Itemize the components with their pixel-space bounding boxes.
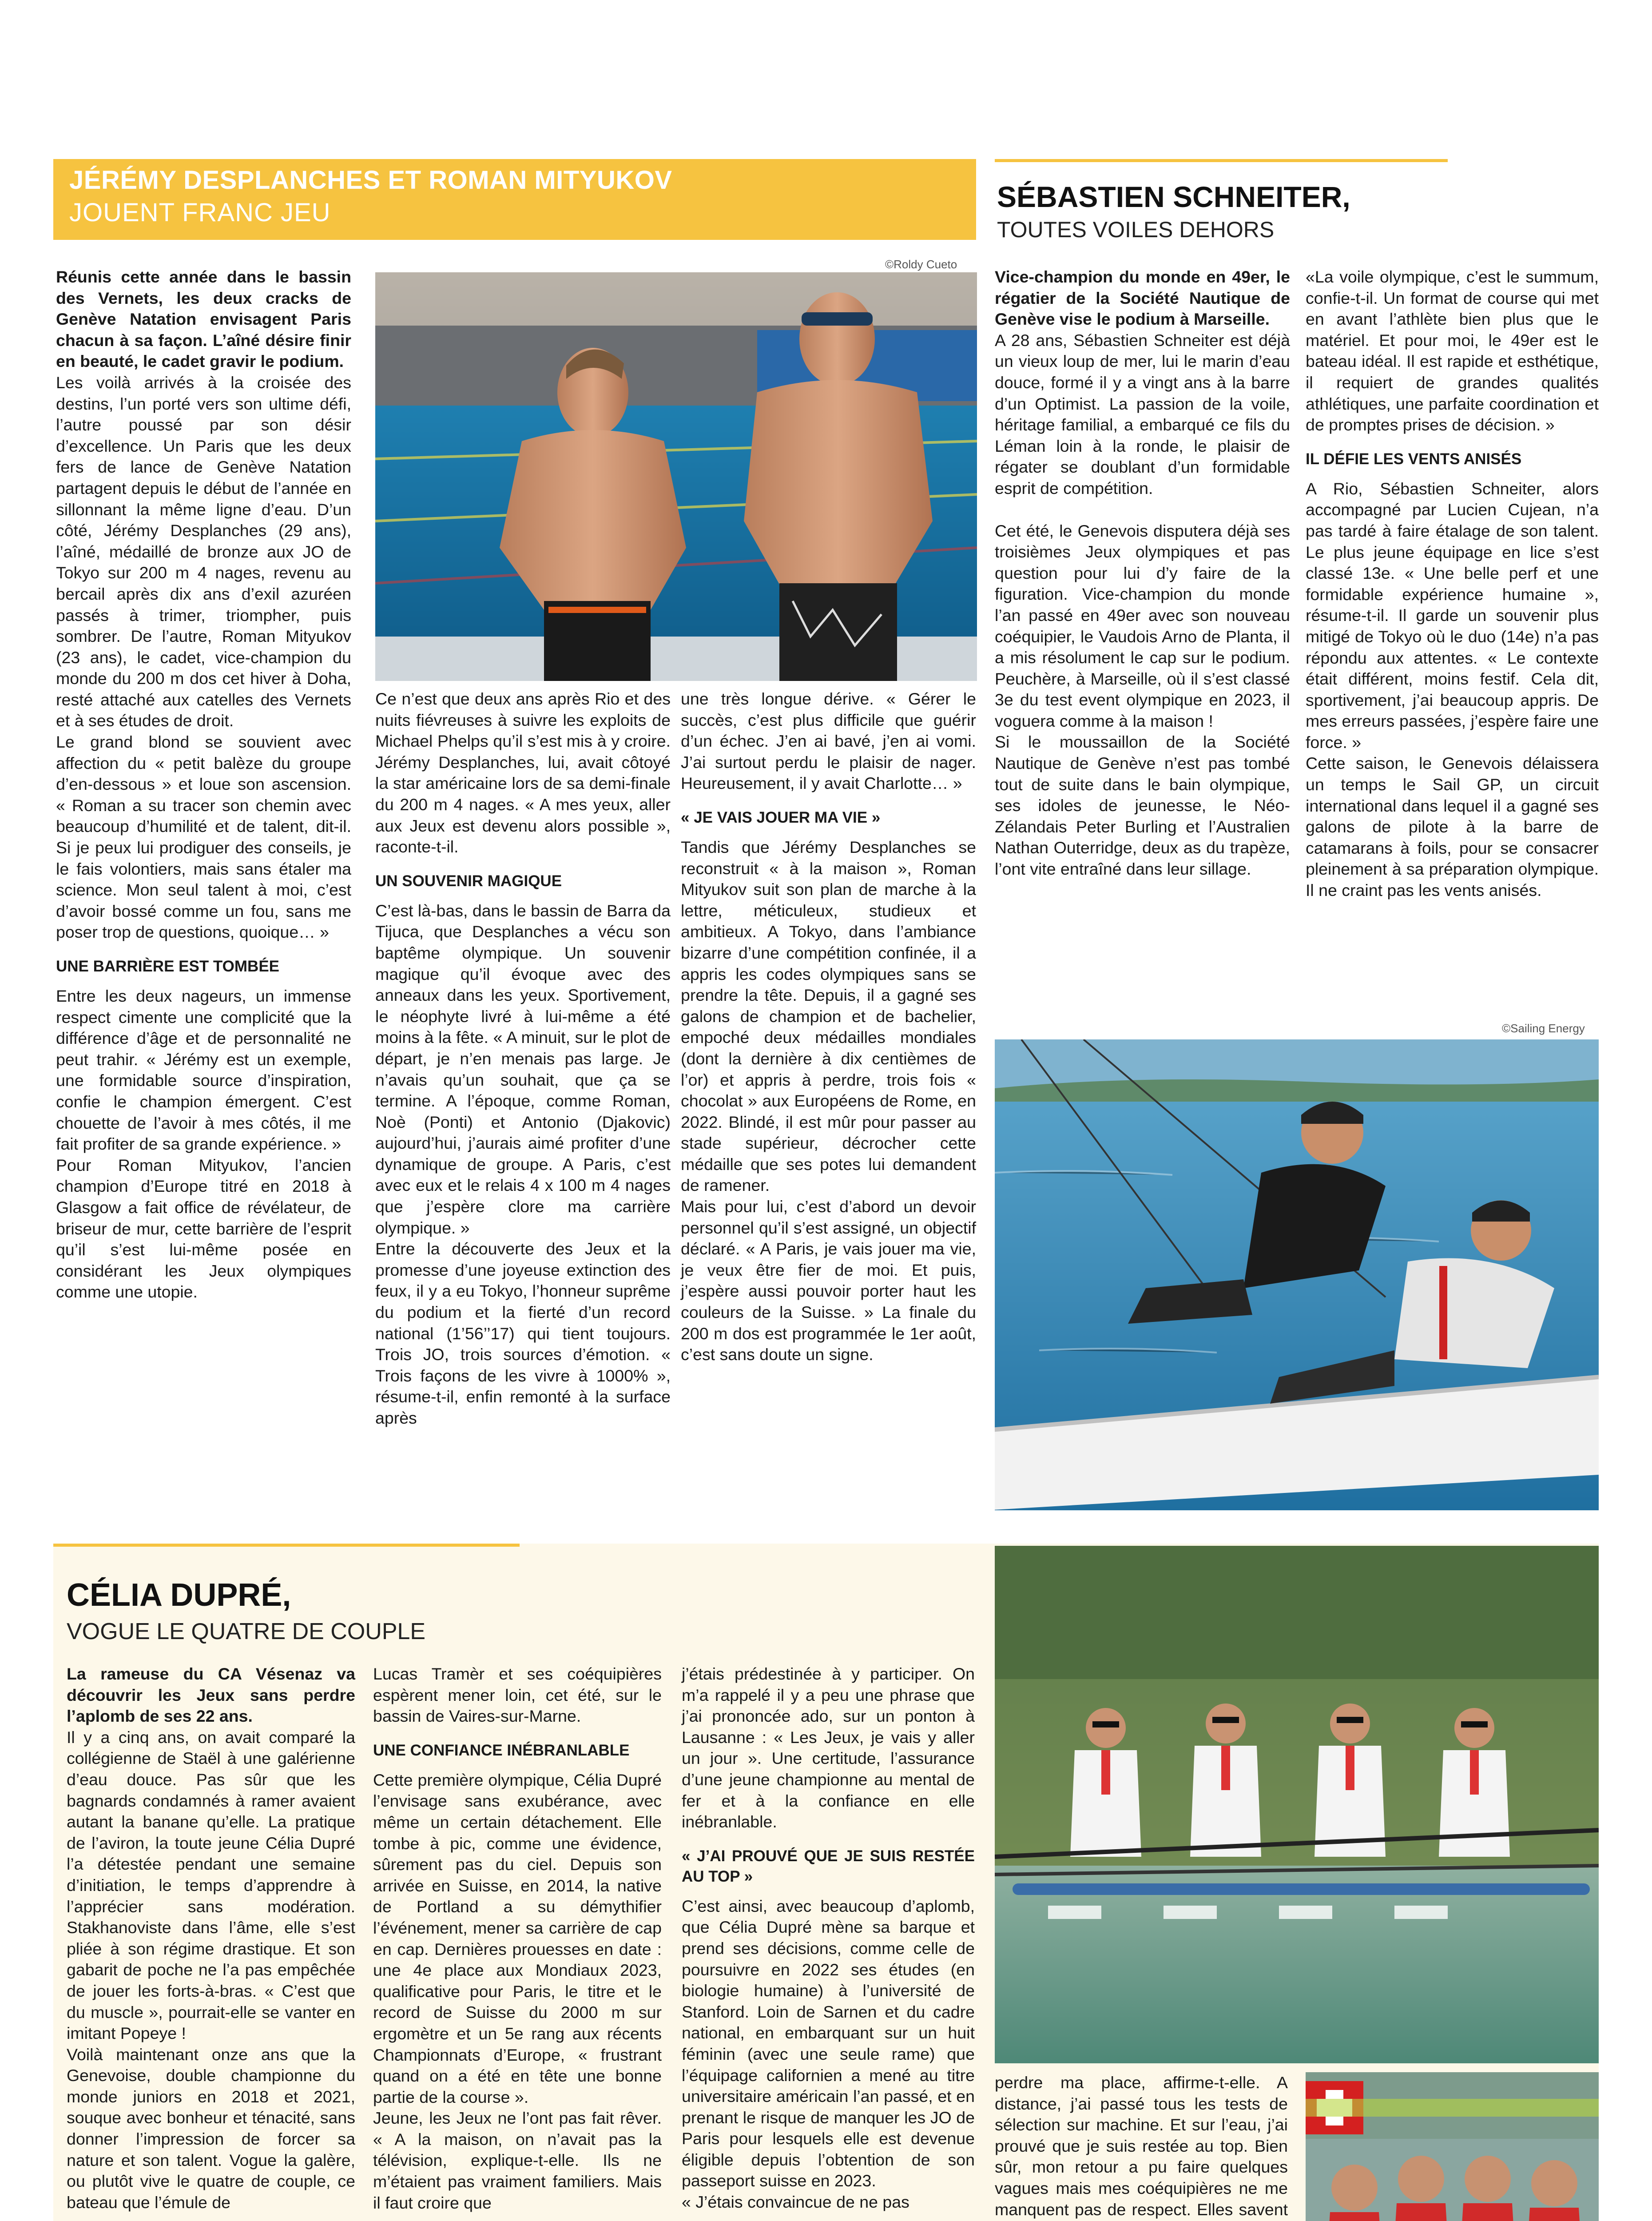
article1-paragraph: Le grand blond se souvient avec affection du « petit balèze du groupe d’en-dessous » et loue son ascension. « Roman a su tracer son chemin avec beaucoup d’humilité et de talent, dit-il. Si je peux lui prodiguer des conseils, je le fais volontiers, mais sans étaler ma science. Mon seul talent à moi, c’est d’avoir bossé comme un fou, sans me poser trop de questions, quoique… » [56,732,351,942]
article1-paragraph: Les voilà arrivés à la croisée des destins, l’un porté vers son ultime défi, l’autre poussé par son désir d’excellence. Un Paris que les deux fers de lance de Genève Natation partagent depuis le début de l’année en sillonnant la même ligne d’eau. D’un côté, Jérémy Desplanches (29 ans), l’aîné, médaillé de bronze aux JO de Tokyo sur 200 m 4 nages, revenu au bercail après dix ans d’exil azuréen passés à trimer, triompher, puis sombrer. De l’autre, Roman Mityukov (23 ans), le cadet, vice-champion du monde du 200 m dos cet hiver à Doha, resté attaché aux catelles des Vernets et à ses études de droit. [56,373,351,730]
article1-column-1 [56,267,351,1303]
article1-paragraph: C’est là-bas, dans le bassin de Barra da Tijuca, que Desplanches a vécu son baptême olympique. Un souvenir magique qu’il évoque avec des anneaux dans les yeux. Sportivement, le néophyte livré à lui-même a été moins à la fête. « A minuit, sur le plot de départ, je n’en menais pas large. Je n’avais qu’un souhait, que ça se termine. A l’époque, comme Roman, Noè (Ponti) et Antonio (Djakovic) aujourd’hui, j’aurais aimé profiter d’une dynamique de groupe. A Paris, c’est avec eux et le relais 4 x 100 m 4 nages que j’espère clore ma carrière olympique. » [375,901,671,1237]
article3-column-3 [682,1664,975,2213]
article2-paragraph: Cet été, le Genevois disputera déjà ses troisièmes Jeux olympiques et pas question pour lui d’y faire de la figuration. Vice-champion du monde l’an passé en 49er avec son nouveau coéquipier, le Vaudois Arno de Planta, il a mis résolument le cap sur le podium. Peuchère, à Marseille, où il s’est classé 3e du test event olympique en 2023, il voguera comme à la maison ! [995,521,1290,730]
article3-column-4 [995,2072,1288,2221]
article2-paragraph: Si le moussaillon de la Société Nautique de Genève n’est pas tombé tout de suite dans le bain olympique, ses idoles de jeunesse, le Néo-Zélandais Peter Burling et l’Australien Nathan Outerridge, deux as du trapèze, l’ont vite entraîné dans leur sillage. [995,732,1290,879]
article3-paragraph: perdre ma place, affirme-t-elle. A distance, j’ai passé tous les tests de sélection sur machine. Et sur l’eau, j’ai prouvé que je suis restée au top. Bien sûr, mon retour a pu faire quelques vagues mais mes coéquipières ne me manquent pas de respect. Elles savent [995,2073,1288,2219]
article1-lead: Réunis cette année dans le bassin des Vernets, les deux cracks de Genève Natation envisagent Paris chacun à sa façon. L’aîné désire finir en beauté, le cadet gravir le podium. [56,267,351,371]
article2-paragraph: A 28 ans, Sébastien Schneiter est déjà un vieux loup de mer, lui le marin d’eau douce, formé il y a vingt ans à la barre d’un Optimist. La passion de la voile, héritage familial, a embarqué ce fils du Léman loin à la ronde, le plaisir de régater se doublant d’un formidable esprit de compétition. [995,330,1290,498]
article2-top-rule [995,159,1448,162]
article2-subheading: IL DÉFIE LES VENTS ANISÉS [1306,450,1522,468]
article3-paragraph: Voilà maintenant onze ans que la Genevoise, double championne du monde juniors en 2018 et 2021, souque avec bonheur et ténacité, sans donner l’impression de forcer sa nature et son talent. Vogue la galère, ou plutôt vive le quatre de couple, ce bateau que l’émule de [67,2045,355,2212]
sailing-photo [995,1039,1599,1510]
article1-title-light: JOUENT FRANC JEU [69,198,331,227]
article3-subheading: UNE CONFIANCE INÉBRANLABLE [373,1741,630,1759]
article3-paragraph: C’est ainsi, avec beaucoup d’aplomb, que Célia Dupré mène sa barque et prend ses décisions, comme celle de poursuivre en 2022 ses études (en biologie humaine) à l’université de Stanford. Loin de Sarnen et du cadre national, en embarquant sur un huit féminin (avec une seule rame) que l’équipage californien a mené au titre universitaire américain l’an passé, et en prenant le risque de manquer les JO de Paris pour lesquels elle est devenue éligible depuis l’obtention de son passeport suisse en 2023. [682,1896,975,2190]
article3-paragraph: « J’étais convaincue de ne pas [682,2193,909,2212]
article3-title-light: VOGUE LE QUATRE DE COUPLE [67,1619,426,1644]
article1-paragraph: Pour Roman Mityukov, l’ancien champion d’Europe titré en 2018 à Glasgow a fait office de révélateur, de briseur de mur, cette barrière de l’esprit qu’il s’est lui-même posée en considérant les Jeux olympiques comme une utopie. [56,1155,351,1302]
article3-paragraph: j’étais prédestinée à y participer. On m’a rappelé il y a peu une phrase que j’ai prononcée ado, sur un ponton à Lausanne : « Les Jeux, je vais y aller un jour ». Une certitude, l’assurance d’une jeune championne au mental de fer et à la confiance en elle inébranlable. [682,1664,975,1831]
article1-paragraph: Ce n’est que deux ans après Rio et des nuits fiévreuses à suivre les exploits de Michael Phelps qu’il s’est mis à y croire. Jérémy Desplanches, lui, avait côtoyé la star américaine lors de sa demi-finale du 200 m 4 nages. « A mes yeux, aller aux Jeux est devenu alors possible », raconte-t-il. [375,689,671,856]
article2-column-2 [1306,267,1599,901]
article3-lead: La rameuse du CA Vésenaz va découvrir les Jeux sans perdre l’aplomb de ses 22 ans. [67,1664,355,1726]
article1-paragraph: Entre la découverte des Jeux et la promesse d’une joyeuse extinction des feux, il y a eu Tokyo, l’honneur suprême du podium et la fierté d’un record national (1’56’’17) qui tient toujours. Trois JO, trois sources d’émotion. « Trois façons de les vivre à 1000% », résume-t-il, enfin remonté à la surface après [375,1239,671,1427]
article2-paragraph: A Rio, Sébastien Schneiter, alors accompagné par Lucien Cujean, n’a pas tardé à faire étalage de son talent. Le plus jeune équipage en lice s’est classé 13e. « Une belle perf et une formidable expérience humaine », résume-t-il. Il garde un souvenir plus mitigé de Tokyo où le duo (14e) n’a pas répondu aux attentes. « Le contexte était différent, moins festif. Cela dit, sportivement, j’ai beaucoup appris. De mes erreurs passées, j’espère faire une force. » [1306,479,1599,752]
article3-paragraph: Il y a cinq ans, on avait comparé la collégienne de Staël à une galérienne d’eau douce. Pas sûr que les bagnards condamnés à ramer avaient autant la banane qu’elle. La pratique de l’aviron, la toute jeune Célia Dupré l’a détestée pendant une semaine d’initiation, le temps d’apprendre à l’apprécier sans modération. Stakhanoviste dans l’âme, elle s’est pliée à son régime drastique. Et son gabarit de poche ne l’a pas empêchée de jouer les forts-à-bras. « C’est que du muscle », pourrait-elle se vanter en imitant Popeye ! [67,1727,355,2043]
photo-credit: ©Roldy Cueto [885,258,957,271]
article1-title-bold: JÉRÉMY DESPLANCHES ET ROMAN MITYUKOV [69,166,672,195]
article2-paragraph: «La voile olympique, c’est le summum, confie-t-il. Un format de course qui met en avant l’athlète bien plus que le matériel. Et pour moi, le 49er est le bateau idéal. Il est rapide et esthétique, il requiert de grandes qualités athlétiques, une parfaite coordination et de promptes prises de décision. » [1306,267,1599,434]
article1-subheading: UN SOUVENIR MAGIQUE [375,872,562,890]
article1-column-3 [681,689,976,1365]
article1-paragraph: une très longue dérive. « Gérer le succès, c’est plus difficile que guérir d’un échec. J’en ai bavé, j’en ai vomi. J’ai surtout perdu le plaisir de nager. Heureusement, il y avait Charlotte… » [681,689,976,793]
article2-lead: Vice-champion du monde en 49er, le régatier de la Société Nautique de Genève vise le podium à Marseille. [995,267,1290,329]
article1-paragraph: Mais pour lui, c’est d’abord un devoir personnel qu’il s’est assigné, un objectif déclaré. « A Paris, je vais jouer ma vie, je veux être fier de moi. Et puis, j’espère aussi pouvoir porter haut les couleurs de la Suisse. » La finale du 200 m dos est programmée le 1er août, c’est sans doute un signe. [681,1197,976,1364]
article2-title-bold: SÉBASTIEN SCHNEITER, [997,180,1350,213]
article2-paragraph: Cette saison, le Genevois délaissera un temps le Sail GP, un circuit international dans lequel il a gagné ses galons de pilote à la barre de catamarans à foils, pour se consacrer pleinement à sa préparation olympique. Il ne craint pas les vents anisés. [1306,754,1599,900]
article1-column-2 [375,689,671,1429]
article1-subheading: « JE VAIS JOUER MA VIE » [681,808,881,826]
article1-paragraph: Tandis que Jérémy Desplanches se reconstruit « à la maison », Roman Mityukov suit son plan de marche à la lettre, méticuleux, studieux et ambitieux. A Tokyo, dans l’ambiance bizarre d’une compétition confinée, il a appris les codes olympiques sans se prendre la tête. Depuis, il a gagné ses galons de champion et de bachelier, empoché deux médailles mondiales (dont la dernière à dix centièmes de l’or) et appris à perdre, trois fois « chocolat » aux Européens de Rome, en 2022. Blindé, il est mûr pour passer au stade supérieur, décrocher cette médaille que ses potes lui demandent de ramener. [681,837,976,1195]
photo-credit: ©Sailing Energy [1502,1022,1585,1035]
celebration-photo [1306,2072,1599,2221]
article3-paragraph: Jeune, les Jeux ne l’ont pas fait rêver. « A la maison, on n’avait pas la télévision, explique-t-elle. Ils ne m’étaient pas vraiment familiers. Mais il faut croire que [373,2109,662,2212]
article3-column-1 [67,1664,355,2213]
article3-title-bold: CÉLIA DUPRÉ, [67,1577,291,1613]
swimmers-photo [375,272,977,681]
article2-column-1 [995,267,1290,880]
article3-column-2 [373,1664,662,2213]
article2-title-light: TOUTES VOILES DEHORS [997,217,1275,242]
rowing-photo [995,1546,1599,2063]
article3-paragraph: Lucas Tramèr et ses coéquipières espèrent mener loin, cet été, sur le bassin de Vaires-sur-Marne. [373,1664,662,1726]
article3-paragraph: Cette première olympique, Célia Dupré l’envisage sans exubérance, avec même un certain détachement. Elle tombe à pic, comme une évidence, sûrement pas du ciel. Depuis son arrivée en Suisse, en 2014, la native de Portland a su démythifier l’événement, mener sa carrière de cap en cap. Dernières prouesses en date : une 4e place aux Mondiaux 2023, qualificative pour Paris, le titre et le record de Suisse du 2000 m sur ergomètre et un 5e rang aux récents Championnats d’Europe, « frustrant quand on a été en tête une bonne partie de la course ». [373,1770,662,2106]
article1-paragraph: Entre les deux nageurs, un immense respect cimente une complicité que la différence d’âge et de personnalité ne peut trahir. « Jérémy est un exemple, une formidable source d’inspiration, confie le champion émergent. C’est chouette de l’avoir à mes côtés, il me fait profiter de sa grande expérience. » [56,987,351,1154]
article3-subheading: « J’AI PROUVÉ QUE JE SUIS RESTÉE AU TOP » [682,1847,975,1885]
article1-subheading: UNE BARRIÈRE EST TOMBÉE [56,958,280,975]
article3-top-rule [53,1544,520,1547]
